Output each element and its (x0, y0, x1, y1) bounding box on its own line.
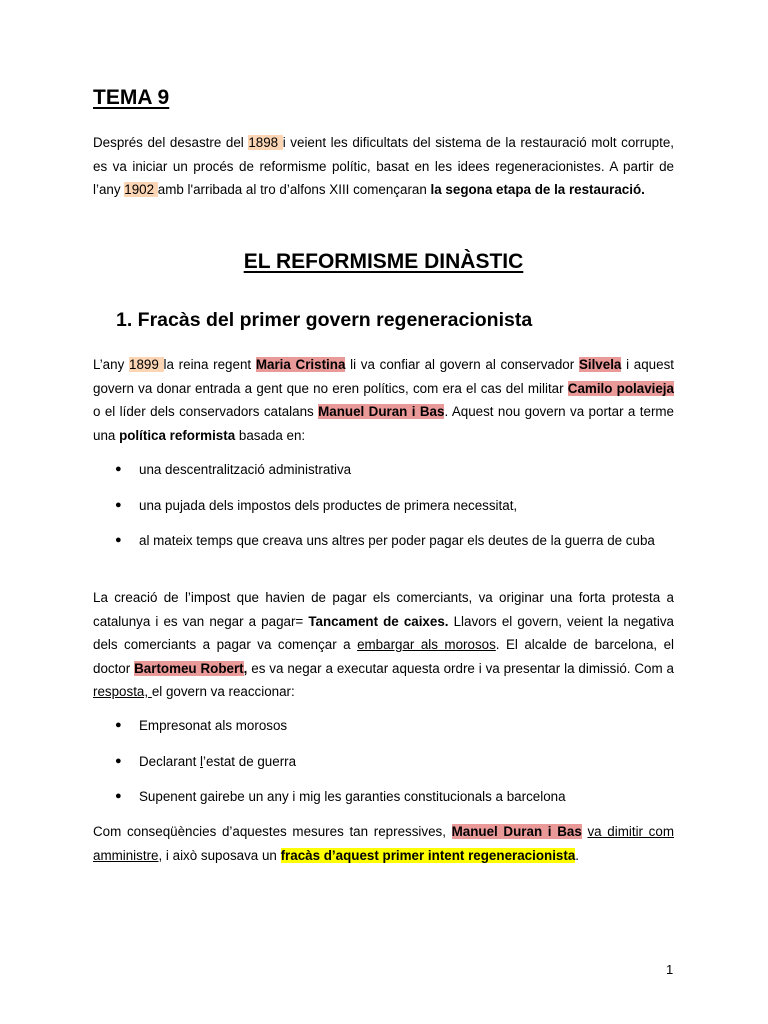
name-highlight: Bartomeu Robert (134, 660, 244, 676)
paragraph-2 (93, 586, 674, 704)
list-item (93, 785, 674, 809)
list-item (93, 458, 674, 482)
text: el govern va reaccionar: (151, 684, 295, 699)
list-item-text: una pujada dels impostos dels productes de primera necessitat, (139, 497, 518, 513)
list-item-text: una descentralització administrativa (139, 462, 352, 477)
list-item-text: al mateix temps que creava uns altres per poder pagar els deutes de la guerra de cuba (139, 533, 655, 548)
bullet-icon: ● (115, 754, 122, 767)
bullet-list-1 (93, 458, 674, 565)
name-highlight: Silvela (578, 357, 622, 372)
year-1902-highlight: 1902 (124, 182, 158, 197)
bold-text: la segona etapa de la restauració. (430, 182, 645, 197)
underlined-text: embargar als morosos (357, 637, 496, 652)
text: la reina regent (163, 357, 256, 372)
bold-comma: , (243, 660, 248, 676)
text: L’any (93, 357, 129, 372)
bullet-icon: ● (115, 719, 122, 731)
name-highlight: Maria Cristina (255, 357, 346, 372)
bold-text: Tancament de caixes. (308, 613, 449, 629)
section-title: EL REFORMISME DINÀSTIC (243, 250, 524, 273)
text: , i això suposava un (158, 847, 281, 863)
list-item-text: Declarant (139, 753, 201, 769)
list-item (93, 529, 674, 553)
bullet-icon: ● (115, 498, 122, 511)
bullet-icon: ● (115, 790, 122, 802)
bullet-icon: ● (115, 534, 122, 546)
document-title: TEMA 9 (93, 86, 170, 109)
text: Llavors el govern, veient la negativa dels comerciants a pagar va començar a (93, 613, 674, 652)
bullet-icon: ● (115, 463, 122, 475)
list-item (93, 494, 674, 518)
text: . Aquest nou govern va portar a terme una (93, 404, 675, 443)
list-item (93, 750, 674, 774)
text: La creació de l’impost que havien de pagar els comerciants, va originar una forta protesta a catalunya i es van negar a pagar= (93, 590, 674, 629)
list-item-text: Supenent gairebe un any i mig les garanties constitucionals a barcelona (139, 789, 566, 804)
paragraph-1 (93, 353, 674, 447)
text: i aquest govern va donar entrada a gent que no eren polítics, com era el cas del militar (93, 357, 674, 396)
year-1898-highlight: 1898 (248, 135, 283, 150)
intro-paragraph (93, 131, 674, 202)
text: es va negar a executar aquesta ordre i va presentar la dimissió. Com a (247, 660, 674, 676)
underlined-text: resposta, (93, 684, 152, 699)
text: amb l'arribada al tro d’alfons XIII començaran (157, 182, 431, 197)
text: basada en: (235, 427, 306, 443)
name-highlight: Camilo polavieja (567, 380, 674, 396)
yellow-highlight: fracàs d’aquest primer intent regeneracionista (280, 847, 576, 863)
bullet-list-2 (93, 714, 674, 821)
text: Com conseqüències d’aquestes mesures tan repressives, (93, 824, 452, 839)
underlined-text: va dimitir com amministre (93, 824, 674, 863)
text: i veient les dificultats del sistema de la restauració molt corrupte, es va iniciar un procés de reformisme polític, basat en les idees regeneracionistes. A partir de l’any (93, 135, 675, 197)
list-item-text: ’estat de guerra (203, 753, 297, 769)
year-1899-highlight: 1899 (129, 357, 164, 372)
name-highlight: Manuel Duran i Bas (451, 824, 582, 839)
text: Després del desastre del (93, 135, 249, 150)
page-number: 1 (666, 962, 674, 977)
paragraph-3 (93, 820, 674, 867)
text: o el líder dels conservadors catalans (93, 404, 319, 419)
name-highlight: Manuel Duran i Bas (318, 404, 445, 419)
text: li va confiar al govern al conservador (345, 357, 579, 372)
list-item-text: Empresonat als morosos (139, 718, 288, 733)
list-item (93, 714, 674, 738)
text: . (575, 847, 580, 863)
underlined-text: l (200, 753, 204, 769)
bold-text: política reformista (119, 427, 236, 443)
text: . El alcalde de barcelona, el doctor (93, 637, 675, 676)
subsection-title: 1. Fracàs del primer govern regeneracionista (116, 309, 533, 331)
